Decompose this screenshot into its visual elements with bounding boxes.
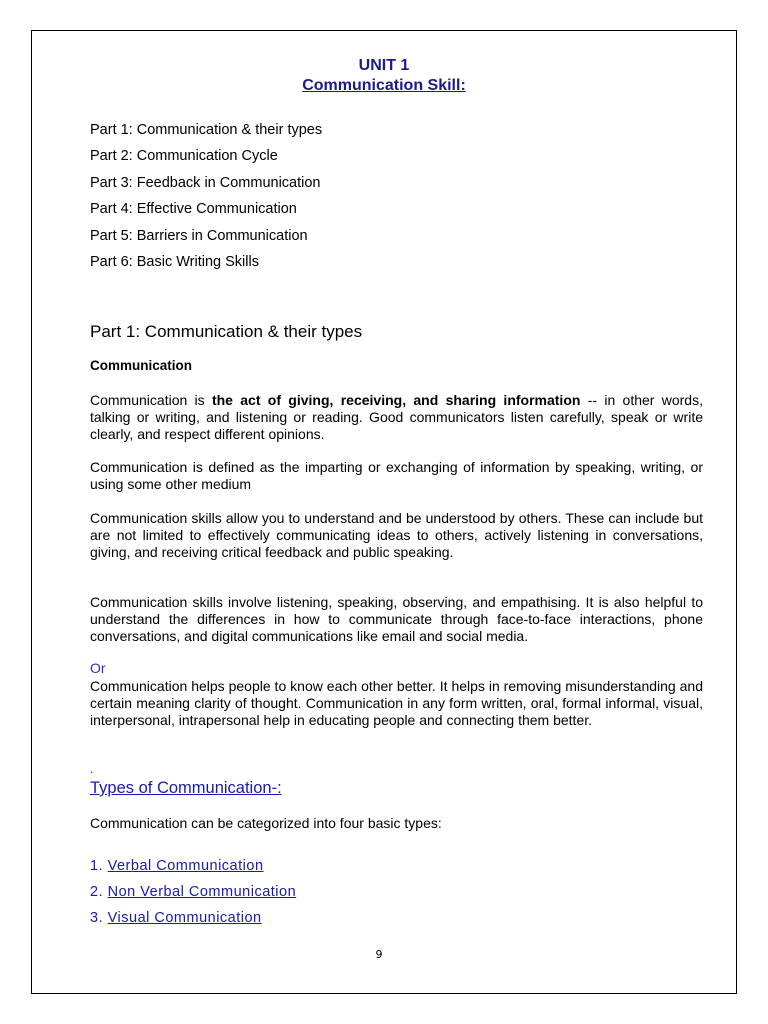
table-of-contents [90, 121, 322, 279]
types-intro: Communication can be categorized into four basic types: [90, 815, 442, 831]
section-heading: Part 1: Communication & their types [90, 322, 363, 341]
toc-item: Part 1: Communication & their types [90, 122, 323, 138]
unit-subtitle-text: Communication Skill: [302, 77, 466, 94]
paragraph-exchange: Communication is defined as the imparting or exchanging of information by speaking, writing, or using some other medium [90, 459, 703, 492]
paragraph-skills: Communication skills allow you to understand and be understood by others. These can include but are not limited to effectively communicating ideas to others, actively listening in conversations, giving, and receiving critical feedback and public speaking. [90, 510, 703, 560]
toc-item: Part 5: Barriers in Communication [90, 227, 308, 244]
toc-item: Part 3: Feedback in Communication [90, 174, 321, 191]
paragraph-involve: Communication skills involve listening, speaking, observing, and empathising. It is also helpful to understand the differences in how to communicate through face-to-face interactions, phone conversations, and digital communications like email and social media. [90, 594, 703, 644]
list-item [90, 883, 296, 909]
page-number: 9 [375, 948, 383, 961]
unit-subtitle [0, 77, 768, 95]
sub-heading: Communication [90, 358, 193, 373]
paragraph-prefix: Communication is [90, 392, 212, 408]
types-heading-text: Types of Communication-: [90, 779, 282, 797]
paragraph-bold: the act of giving, receiving, and sharing information [211, 392, 581, 408]
dot: . [90, 762, 94, 776]
paragraph-helps: Communication helps people to know each other better. It helps in removing misunderstanding and certain meaning clarity of thought. Communication in any form written, oral, formal informal, visual, interpersonal, intrapersonal help in educating people and connecting them better. [90, 678, 703, 728]
or-text: Or [90, 660, 106, 676]
types-heading [90, 779, 282, 798]
toc-item: Part 2: Communication Cycle [90, 148, 278, 165]
unit-title: UNIT 1 [358, 57, 410, 74]
list-item [90, 909, 296, 935]
toc-item: Part 4: Effective Communication [90, 201, 297, 218]
paragraph-suffix: -- in other words, talking or writing, and listening or reading. Good communicators listen carefully, speak or write clearly, and respect different opinions. [90, 392, 703, 442]
visual-communication-link[interactable]: Visual Communication [107, 910, 262, 927]
toc-item: Part 6: Basic Writing Skills [90, 253, 259, 270]
paragraph-definition [90, 392, 703, 442]
non-verbal-communication-link[interactable]: Non Verbal Communication [107, 884, 297, 901]
types-list [90, 857, 296, 936]
list-number: 1. [90, 858, 104, 874]
list-number: 2. [90, 884, 104, 901]
list-item [90, 857, 296, 883]
verbal-communication-link[interactable]: Verbal Communication [107, 858, 264, 874]
list-number: 3. [90, 910, 104, 927]
